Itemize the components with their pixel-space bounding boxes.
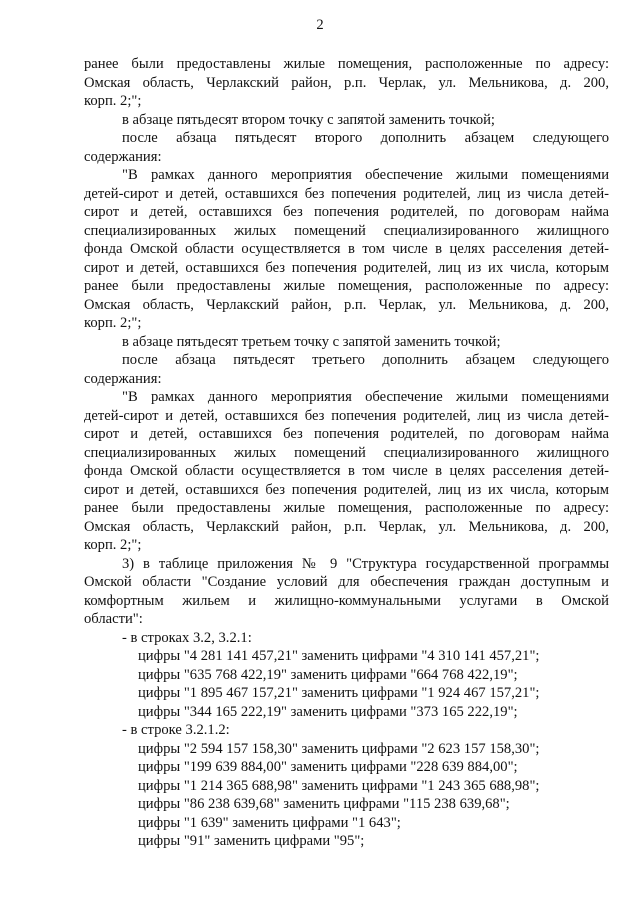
text-line: сирот и детей, оставшихся без попечения родителей, лиц из их числа, которым (84, 259, 609, 276)
text-line: Омская область, Черлакский район, р.п. Черлак, ул. Мельникова, д. 200, (84, 74, 609, 91)
text-line: корп. 2;"; (84, 537, 142, 553)
text-line: сирот и детей, оставшихся без попечения родителей, лиц из их числа, которым (84, 481, 609, 498)
text-line: корп. 2;"; (84, 315, 142, 331)
text-line: цифры "4 281 141 457,21" заменить цифрами "4 310 141 457,21"; (138, 648, 540, 664)
text-line: цифры "1 895 467 157,21" заменить цифрами "1 924 467 157,21"; (138, 685, 540, 701)
text-line: специализированных жилых помещений специализированного жилищного (84, 444, 609, 461)
text-line: специализированных жилых помещений специализированного жилищного (84, 222, 609, 239)
text-line: цифры "344 165 222,19" заменить цифрами "373 165 222,19"; (138, 703, 518, 720)
text-line: цифры "635 768 422,19" заменить цифрами "664 768 422,19"; (138, 666, 518, 683)
text-line: после абзаца пятьдесят третьего дополнить абзацем следующего (122, 352, 609, 368)
text-line: цифры "91" заменить цифрами "95"; (138, 833, 365, 849)
text-line: сирот и детей, оставшихся без попечения родителей, по договорам найма (84, 426, 609, 442)
text-line: ранее были предоставлены жилые помещения, расположенные по адресу: (84, 500, 609, 516)
text-line: содержания: (84, 370, 162, 387)
text-line: "В рамках данного мероприятия обеспечение жилыми помещениями (122, 389, 609, 405)
text-line: в абзаце пятьдесят третьем точку с запятой заменить точкой; (122, 333, 501, 350)
text-line: корп. 2;"; (84, 93, 142, 109)
text-line: цифры "86 238 639,68" заменить цифрами "115 238 639,68"; (138, 796, 510, 812)
text-line: цифры "1 214 365 688,98" заменить цифрами "1 243 365 688,98"; (138, 777, 540, 794)
text-line: сирот и детей, оставшихся без попечения родителей, по договорам найма (84, 204, 609, 220)
text-line: Омской области "Создание условий для обеспечения граждан доступным и (84, 574, 609, 590)
text-line: - в строке 3.2.1.2: (122, 722, 230, 738)
text-line: области": (84, 611, 143, 627)
text-line: "В рамках данного мероприятия обеспечение жилыми помещениями (122, 167, 609, 183)
text-line: фонда Омской области осуществляется в том числе в целях расселения детей- (84, 241, 609, 257)
text-line: ранее были предоставлены жилые помещения, расположенные по адресу: (84, 278, 609, 294)
text-line: Омская область, Черлакский район, р.п. Черлак, ул. Мельникова, д. 200, (84, 296, 609, 313)
document-body (84, 55, 609, 851)
text-line: детей-сирот и детей, оставшихся без попечения родителей, лиц из числа детей- (84, 407, 609, 424)
text-line: цифры "2 594 157 158,30" заменить цифрами "2 623 157 158,30"; (138, 740, 540, 757)
text-line: 3) в таблице приложения № 9 "Структура государственной программы (122, 555, 609, 572)
text-line: содержания: (84, 148, 162, 165)
text-line: детей-сирот и детей, оставшихся без попечения родителей, лиц из числа детей- (84, 185, 609, 202)
page-number: 2 (316, 17, 324, 33)
text-line: после абзаца пятьдесят второго дополнить абзацем следующего (122, 130, 609, 146)
text-line: ранее были предоставлены жилые помещения, расположенные по адресу: (84, 56, 609, 72)
text-line: цифры "1 639" заменить цифрами "1 643"; (138, 814, 401, 831)
text-line: - в строках 3.2, 3.2.1: (122, 629, 252, 646)
text-line: цифры "199 639 884,00" заменить цифрами "228 639 884,00"; (138, 759, 518, 775)
text-line: комфортным жильем и жилищно-коммунальными услугами в Омской (84, 592, 609, 609)
text-line: Омская область, Черлакский район, р.п. Черлак, ул. Мельникова, д. 200, (84, 518, 609, 535)
text-line: в абзаце пятьдесят втором точку с запятой заменить точкой; (122, 111, 495, 128)
text-line: фонда Омской области осуществляется в том числе в целях расселения детей- (84, 463, 609, 479)
